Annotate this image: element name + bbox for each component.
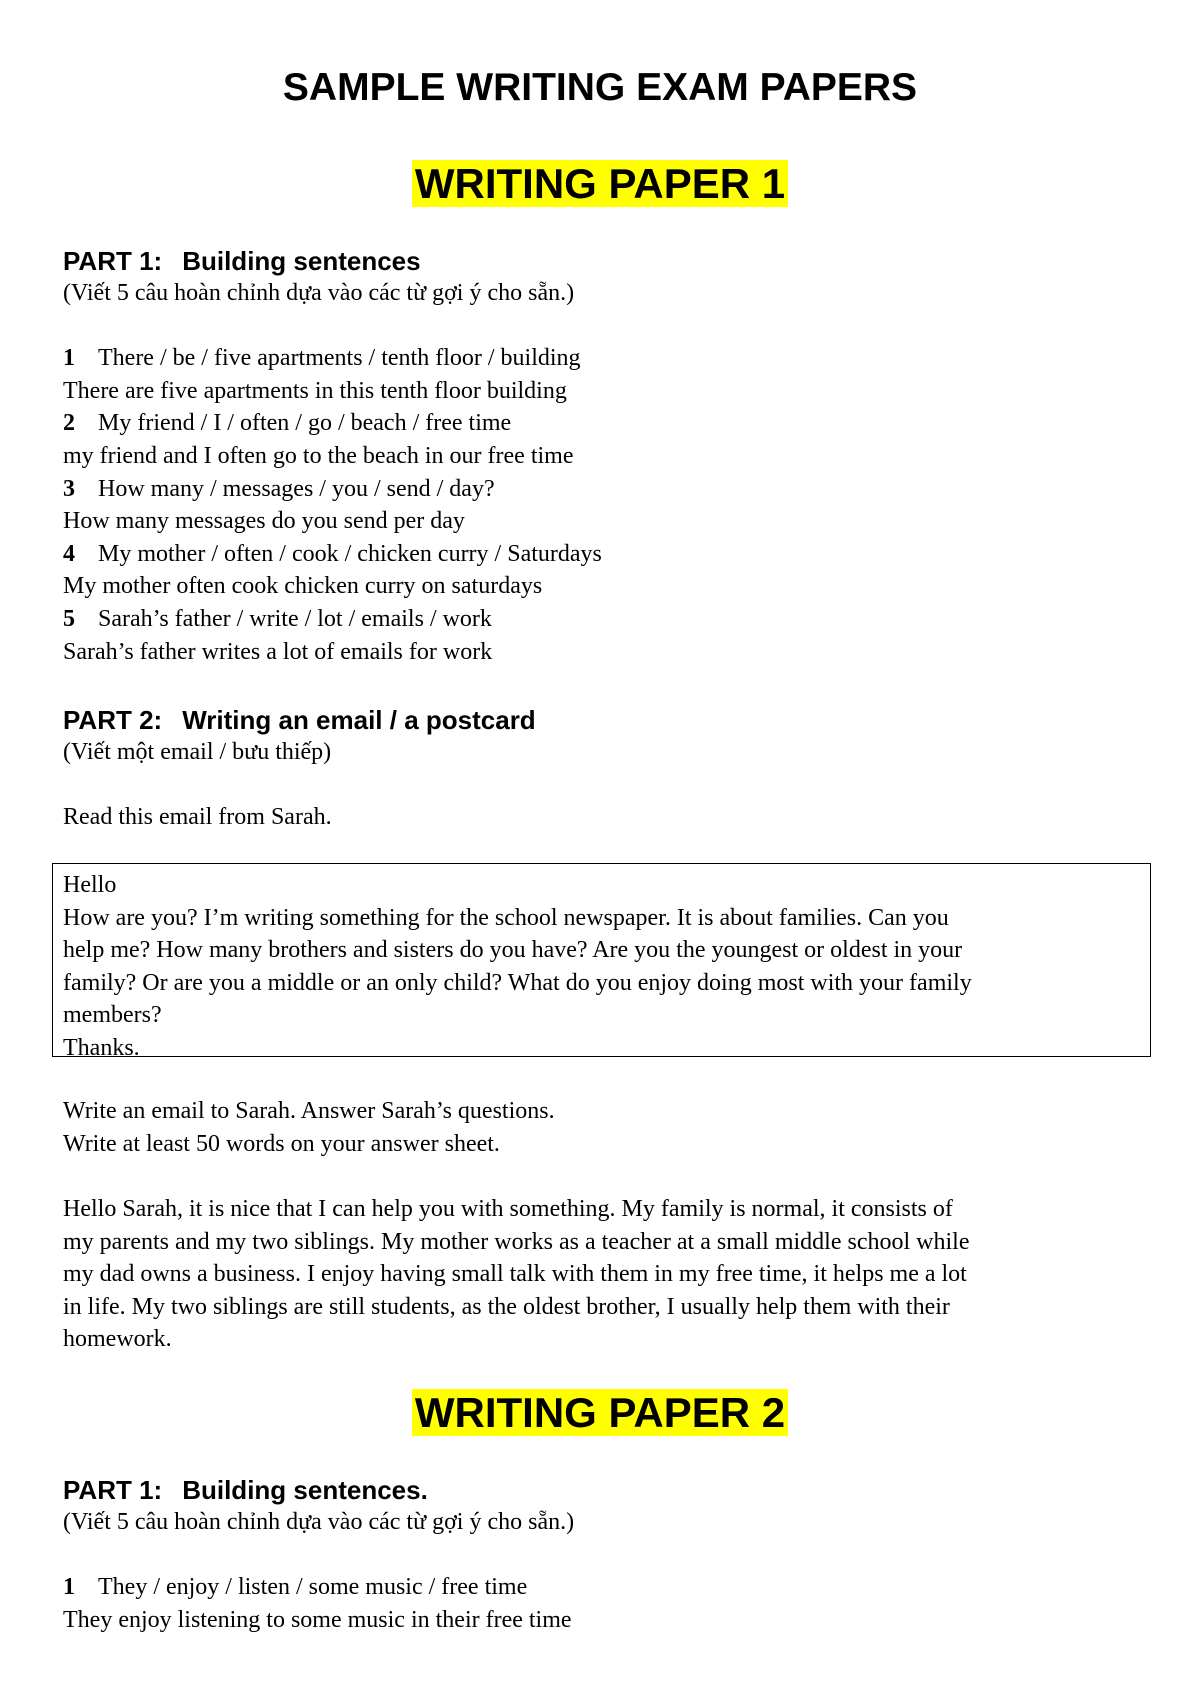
answer-line: Hello Sarah, it is nice that I can help you with something. My family is normal, it consists of xyxy=(63,1196,953,1222)
prompt-text: My mother / often / cook / chicken curry / Saturdays xyxy=(98,540,602,567)
task-line: Write at least 50 words on your answer sheet. xyxy=(63,1130,500,1157)
part-number: PART 1: xyxy=(63,246,163,276)
part-name: Building sentences. xyxy=(182,1475,428,1505)
sentence-answer: How many messages do you send per day xyxy=(63,508,465,535)
document-title: SAMPLE WRITING EXAM PAPERS xyxy=(282,66,918,109)
paper-2-part-1 xyxy=(63,1474,1148,1636)
email-line: family? Or are you a middle or an only child? What do you enjoy doing most with your family xyxy=(63,969,972,996)
part-number: PART 1: xyxy=(63,1475,163,1505)
sentence-answer: my friend and I often go to the beach in our free time xyxy=(63,442,574,469)
answer-line: homework. xyxy=(63,1326,172,1353)
prompt-text: There / be / five apartments / tenth floor / building xyxy=(98,345,581,372)
answer-line: my dad owns a business. I enjoy having small talk with them in my free time, it helps me a lot xyxy=(63,1261,967,1288)
prompt-text: They / enjoy / listen / some music / free time xyxy=(98,1574,528,1601)
part-name: Writing an email / a postcard xyxy=(182,705,536,735)
answer-line: my parents and my two siblings. My mother works as a teacher at a small middle school while xyxy=(63,1228,970,1255)
email-answer xyxy=(63,1193,1148,1356)
email-line: help me? How many brothers and sisters do you have? Are you the youngest or oldest in your xyxy=(63,937,963,964)
item-number: 1 xyxy=(63,345,75,372)
item-number: 2 xyxy=(63,410,75,437)
part-number: PART 2: xyxy=(63,705,163,735)
paper-2-heading xyxy=(0,1386,1200,1440)
email-line: Thanks. xyxy=(63,1034,140,1061)
part-instruction: (Viết 5 câu hoàn chỉnh dựa vào các từ gợi ý cho sẵn.) xyxy=(63,1509,575,1535)
sentence-answer: There are five apartments in this tenth floor building xyxy=(63,377,567,404)
email-line: members? xyxy=(63,1002,162,1029)
item-number: 4 xyxy=(63,540,75,567)
task-line: Write an email to Sarah. Answer Sarah’s questions. xyxy=(63,1098,555,1124)
part-name: Building sentences xyxy=(182,246,421,276)
answer-line: in life. My two siblings are still students, as the oldest brother, I usually help them with their xyxy=(63,1293,950,1320)
sentence-answer: Sarah’s father writes a lot of emails for work xyxy=(63,638,493,665)
sentence-prompt xyxy=(63,538,1148,571)
paper-1-part-2 xyxy=(63,704,1148,834)
item-number: 5 xyxy=(63,605,75,632)
part-heading xyxy=(63,1474,1148,1506)
sarah-email-box xyxy=(52,863,1151,1061)
prompt-text: My friend / I / often / go / beach / free time xyxy=(98,410,512,437)
sentence-answer: They enjoy listening to some music in their free time xyxy=(63,1606,572,1633)
part-instruction: (Viết một email / bưu thiếp) xyxy=(63,739,332,765)
paper-2-heading-text: WRITING PAPER 2 xyxy=(412,1389,788,1436)
sentence-prompt xyxy=(63,407,1148,440)
paper-1-heading-text: WRITING PAPER 1 xyxy=(412,160,788,207)
sentence-prompt xyxy=(63,473,1148,506)
paper-1-heading xyxy=(0,157,1200,211)
sentence-answer: My mother often cook chicken curry on saturdays xyxy=(63,573,543,600)
sentence-prompt xyxy=(63,342,1148,375)
read-prompt: Read this email from Sarah. xyxy=(63,804,332,831)
item-number: 1 xyxy=(63,1574,75,1601)
part-heading xyxy=(63,704,1148,736)
task-instructions xyxy=(63,1095,1148,1160)
sentence-prompt xyxy=(63,1571,1148,1604)
email-line: How are you? I’m writing something for the school newspaper. It is about families. Can you xyxy=(63,904,949,931)
part-heading xyxy=(63,245,1148,277)
part-instruction: (Viết 5 câu hoàn chỉnh dựa vào các từ gợi ý cho sẵn.) xyxy=(63,280,575,306)
prompt-text: How many / messages / you / send / day? xyxy=(98,475,495,502)
sentence-prompt xyxy=(63,603,1148,636)
email-line: Hello xyxy=(63,872,117,898)
prompt-text: Sarah’s father / write / lot / emails / work xyxy=(98,605,492,632)
item-number: 3 xyxy=(63,475,75,502)
paper-1-part-1 xyxy=(63,245,1148,668)
